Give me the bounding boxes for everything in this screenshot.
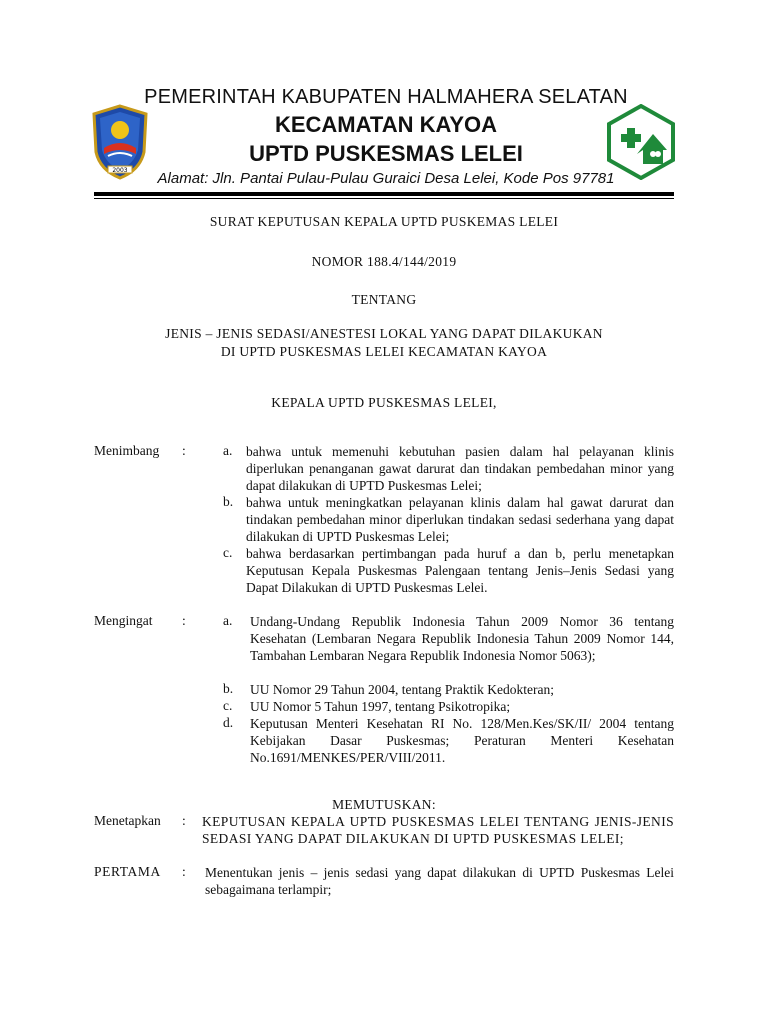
mengingat-item-c: UU Nomor 5 Tahun 1997, tentang Psikotropika; xyxy=(250,699,511,714)
mengingat-mark-d: d. xyxy=(223,715,234,730)
decree-tentang: TENTANG xyxy=(351,292,417,307)
menimbang-label: Menimbang xyxy=(94,443,160,458)
pertama-label: PERTAMA xyxy=(94,864,161,879)
menetapkan-label: Menetapkan xyxy=(94,813,161,828)
letterhead-government: PEMERINTAH KABUPATEN HALMAHERA SELATAN xyxy=(144,86,628,108)
menimbang-item-b: bahwa untuk meningkatkan pelayanan klinis dalam hal gawat darurat dan tindakan pembedahan minor diperlukan tindakan sedasi sederhana yang dapat dilakukan di UPTD Puskesmas Lelei; xyxy=(246,495,674,544)
menimbang-mark-b: b. xyxy=(223,494,234,509)
decree-number: NOMOR 188.4/144/2019 xyxy=(311,254,457,269)
decree-subject-line2: DI UPTD PUSKESMAS LELEI KECAMATAN KAYOA xyxy=(220,344,548,359)
letterhead-rule-thin xyxy=(94,198,674,199)
letterhead-puskesmas: UPTD PUSKESMAS LELEI xyxy=(249,141,523,166)
menetapkan-colon: : xyxy=(182,813,186,828)
emblem-year: 2003 xyxy=(112,167,128,174)
decree-issuer: KEPALA UPTD PUSKESMAS LELEI, xyxy=(271,395,497,410)
menetapkan-text: KEPUTUSAN KEPALA UPTD PUSKESMAS LELEI TENTANG JENIS-JENIS SEDASI YANG DAPAT DILAKUKAN DI UPTD PUSKESMAS LELEI; xyxy=(202,814,674,846)
mengingat-label: Mengingat xyxy=(94,613,153,628)
memutuskan-heading: MEMUTUSKAN: xyxy=(332,797,436,812)
letterhead-rule-thick xyxy=(94,192,674,196)
letterhead xyxy=(90,84,682,196)
mengingat-item-a: Undang-Undang Republik Indonesia Tahun 2009 Nomor 36 tentang Kesehatan (Lembaran Negara Republik Indonesia Tahun 2009 Nomor 144, Tambahan Lembaran Negara Republik Indonesia Nomor 5063); xyxy=(250,614,674,663)
menimbang-item-a: bahwa untuk memenuhi kebutuhan pasien dalam hal pelayanan klinis diperlukan penanganan gawat darurat dan tindakan pembedahan minor yang dapat dilakukan di UPTD Puskesmas Lelei; xyxy=(246,444,674,493)
mengingat-mark-a: a. xyxy=(223,613,233,628)
mengingat-mark-b: b. xyxy=(223,681,234,696)
mengingat-mark-c: c. xyxy=(223,698,233,713)
letterhead-district: KECAMATAN KAYOA xyxy=(274,112,498,137)
menimbang-mark-c: c. xyxy=(223,545,233,560)
pertama-colon: : xyxy=(182,864,186,879)
mengingat-item-d: Keputusan Menteri Kesehatan RI No. 128/Men.Kes/SK/II/ 2004 tentang Kebijakan Dasar Puskesmas; Peraturan Menteri Kesehatan No.1691/MENKES/PER/VIII/2011. xyxy=(250,716,674,765)
pertama-text: Menentukan jenis – jenis sedasi yang dapat dilakukan di UPTD Puskesmas Lelei sebagaimana terlampir; xyxy=(205,865,674,897)
letterhead-address: Alamat: Jln. Pantai Pulau-Pulau Guraici Desa Lelei, Kode Pos 97781 xyxy=(157,170,615,187)
menimbang-mark-a: a. xyxy=(223,443,233,458)
decree-title: SURAT KEPUTUSAN KEPALA UPTD PUSKEMAS LELEI xyxy=(209,214,559,229)
menimbang-colon: : xyxy=(182,443,186,458)
mengingat-colon: : xyxy=(182,613,186,628)
decree-subject-line1: JENIS – JENIS SEDASI/ANESTESI LOKAL YANG DAPAT DILAKUKAN xyxy=(165,326,603,341)
menimbang-item-c: bahwa berdasarkan pertimbangan pada huruf a dan b, perlu menetapkan Keputusan Kepala Puskesmas Palengaan tentang Jenis–Jenis Sedasi yang Dapat Dilakukan di UPTD Puskesmas Lelei. xyxy=(246,546,674,595)
mengingat-item-b: UU Nomor 29 Tahun 2004, tentang Praktik Kedokteran; xyxy=(250,682,555,697)
